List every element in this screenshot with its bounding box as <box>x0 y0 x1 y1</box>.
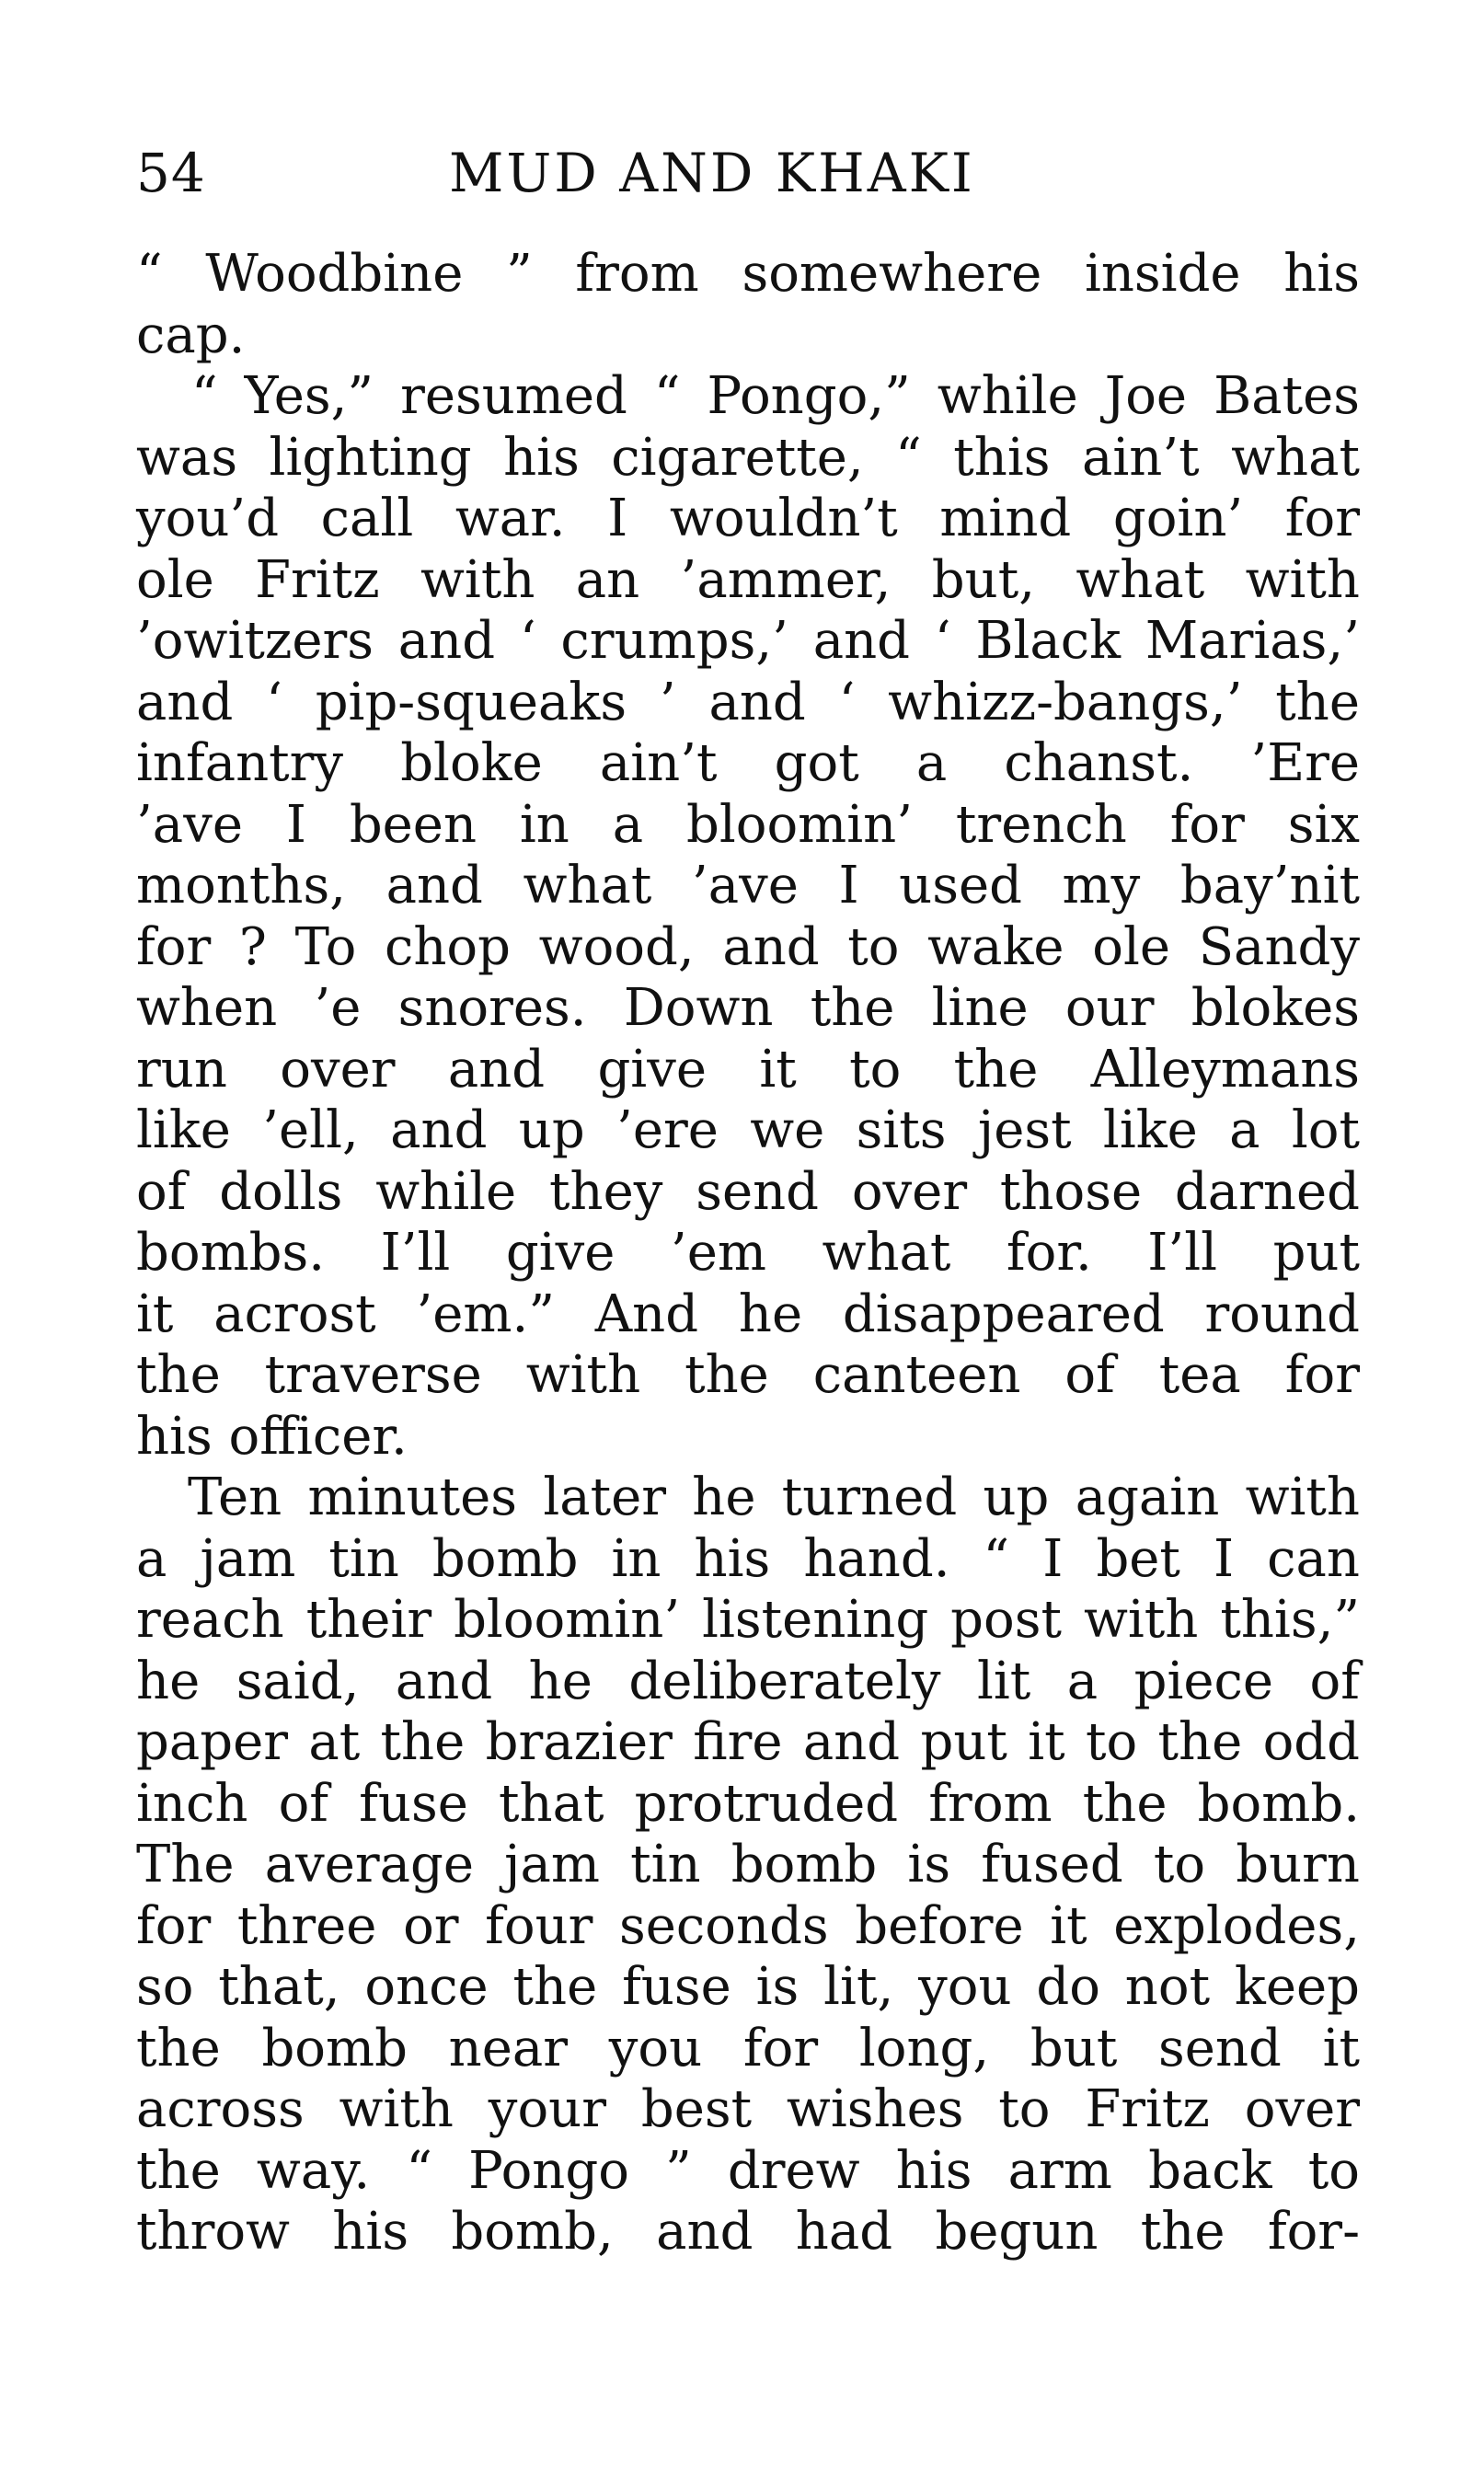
text-line: run over and give it to the Alleymans <box>136 1039 1360 1099</box>
text-line: infantry bloke ain’t got a chanst. ’Ere <box>136 733 1360 793</box>
text-line: it acrost ’em.” And he disappeared round <box>136 1284 1360 1344</box>
text-line: cap. <box>136 305 246 365</box>
text-line: ’ave I been in a bloomin’ trench for six <box>136 794 1360 855</box>
text-line: The average jam tin bomb is fused to burn <box>136 1835 1360 1894</box>
text-line: bombs. I’ll give ’em what for. I’ll put <box>136 1223 1360 1283</box>
text-line: paper at the brazier fire and put it to the odd <box>136 1712 1360 1772</box>
text-line: was lighting his cigarette, “ this ain’t what <box>136 427 1360 488</box>
text-line: and ‘ pip-squeaks ’ and ‘ whizz-bangs,’ the <box>136 672 1360 732</box>
text-line: his officer. <box>136 1406 408 1467</box>
text-line: like ’ell, and up ’ere we sits jest like a lot <box>136 1100 1360 1160</box>
text-line: of dolls while they send over those darned <box>136 1161 1360 1222</box>
text-line: for ? To chop wood, and to wake ole Sandy <box>136 916 1360 977</box>
text-line: months, and what ’ave I used my bay’nit <box>136 856 1360 915</box>
text-line: the traverse with the canteen of tea for <box>136 1345 1360 1405</box>
text-line: the bomb near you for long, but send it <box>136 2018 1360 2078</box>
text-line: for three or four seconds before it explodes, <box>136 1895 1360 1956</box>
text-line: “ Woodbine ” from somewhere inside his <box>136 244 1360 304</box>
text-line: reach their bloomin’ listening post with this,” <box>136 1590 1360 1650</box>
text-line: throw his bomb, and had begun the for- <box>136 2202 1360 2262</box>
text-line: ’owitzers and ‘ crumps,’ and ‘ Black Marias,’ <box>136 611 1360 671</box>
text-line: so that, once the fuse is lit, you do not keep <box>136 1957 1360 2017</box>
text-line: across with your best wishes to Fritz over <box>136 2079 1360 2139</box>
text-line: ole Fritz with an ’ammer, but, what with <box>136 549 1360 610</box>
text-line: inch of fuse that protruded from the bomb. <box>136 1773 1360 1834</box>
text-line: you’d call war. I wouldn’t mind goin’ for <box>136 489 1360 548</box>
text-line: he said, and he deliberately lit a piece of <box>136 1651 1360 1711</box>
text-line: Ten minutes later he turned up again with <box>188 1468 1360 1527</box>
text-line: when ’e snores. Down the line our blokes <box>136 978 1360 1038</box>
text-line: a jam tin bomb in his hand. “ I bet I can <box>136 1528 1360 1589</box>
text-line: “ Yes,” resumed “ Pongo,” while Joe Bates <box>191 366 1360 426</box>
page-number: 54 <box>136 142 206 204</box>
text-line: the way. “ Pongo ” drew his arm back to <box>136 2140 1360 2201</box>
body-text <box>136 244 1360 2263</box>
page-header <box>136 136 1360 210</box>
running-title: MUD AND KHAKI <box>449 142 975 204</box>
